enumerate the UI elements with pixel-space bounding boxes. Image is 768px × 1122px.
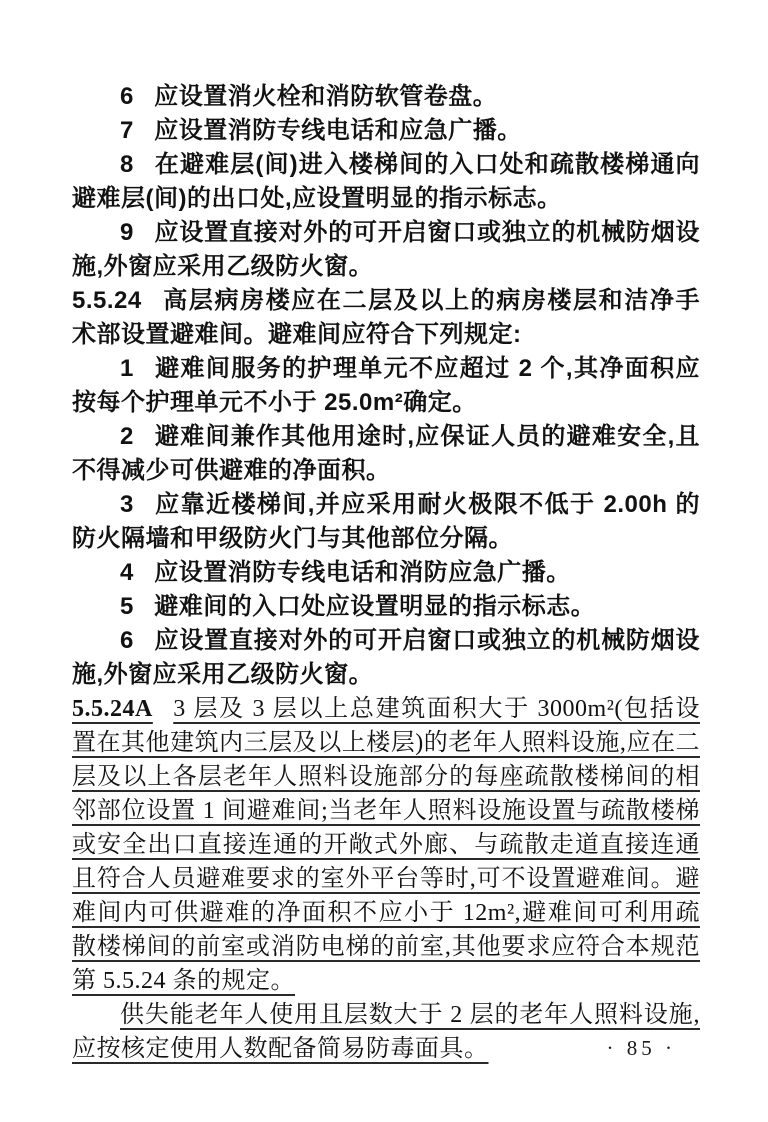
clause-number: 8	[120, 151, 134, 178]
clause-text: 应设置消火栓和消防软管卷盘。	[154, 83, 498, 110]
clause-text: 3 层及 3 层以上总建筑面积大于 3000m²(包括设置在其他建筑内三层及以上楼层)的老年人照料设施,应在二层及以上各层老年人照料设施部分的每座疏散楼梯间的相邻部位设置 1 间避难间;当老年人照料设施设置与疏散楼梯或安全出口直接连通的开敞式外廊、与疏散走道直接连通且符合人员避难要求的室外平台等时,可不设置避难间。避难间内可供避难的净面积不应小于 12m²,避难间可利用疏散楼梯间的前室或消防电梯的前室,其他要求应符合本规范第 5.5.24 条的规定。	[72, 696, 700, 994]
clause-number: 7	[120, 117, 134, 144]
paragraph	[72, 216, 700, 284]
clause-text: 应设置消防专线电话和消防应急广播。	[154, 559, 571, 586]
clause-text: 应设置直接对外的可开启窗口或独立的机械防烟设施,外窗应采用乙级防火窗。	[72, 219, 700, 280]
clause-number: 3	[120, 491, 134, 518]
clause-number: 6	[120, 627, 134, 654]
paragraph	[72, 556, 700, 590]
page-number: · 85 ·	[606, 1036, 676, 1060]
paragraph	[72, 590, 700, 624]
clause-number: 5.5.24	[72, 287, 142, 314]
clause-text: 应设置消防专线电话和应急广播。	[154, 117, 522, 144]
clause-text: 应靠近楼梯间,并应采用耐火极限不低于 2.00h 的防火隔墙和甲级防火门与其他部位分隔。	[72, 491, 700, 552]
clause-number: 2	[120, 423, 134, 450]
clause-text: 避难间兼作其他用途时,应保证人员的避难安全,且不得减少可供避难的净面积。	[72, 423, 700, 484]
clause-number: 5	[120, 593, 134, 620]
clause-text: 避难间的入口处应设置明显的指示标志。	[154, 593, 596, 620]
paragraph	[72, 114, 700, 148]
paragraph	[72, 352, 700, 420]
clause-number: 5.5.24A	[72, 696, 153, 722]
clause-text: 供失能老年人使用且层数大于 2 层的老年人照料设施,应按核定使用人数配备简易防毒面具。	[72, 1002, 700, 1062]
paragraph	[72, 148, 700, 216]
paragraph	[72, 284, 700, 352]
clause-number: 4	[120, 559, 134, 586]
paragraph	[72, 80, 700, 114]
clause-text: 在避难层(间)进入楼梯间的入口处和疏散楼梯通向避难层(间)的出口处,应设置明显的指示标志。	[72, 151, 700, 212]
clause-number: 9	[120, 219, 134, 246]
clause-text: 避难间服务的护理单元不应超过 2 个,其净面积应按每个护理单元不小于 25.0m²确定。	[72, 355, 700, 416]
paragraph	[72, 624, 700, 692]
clause-number: 6	[120, 83, 134, 110]
paragraph	[72, 488, 700, 556]
paragraph	[72, 692, 700, 998]
document-body	[72, 80, 700, 1066]
clause-number: 1	[120, 355, 134, 382]
paragraph	[72, 420, 700, 488]
clause-text: 应设置直接对外的可开启窗口或独立的机械防烟设施,外窗应采用乙级防火窗。	[72, 627, 700, 688]
clause-text: 高层病房楼应在二层及以上的病房楼层和洁净手术部设置避难间。避难间应符合下列规定:	[72, 287, 700, 348]
